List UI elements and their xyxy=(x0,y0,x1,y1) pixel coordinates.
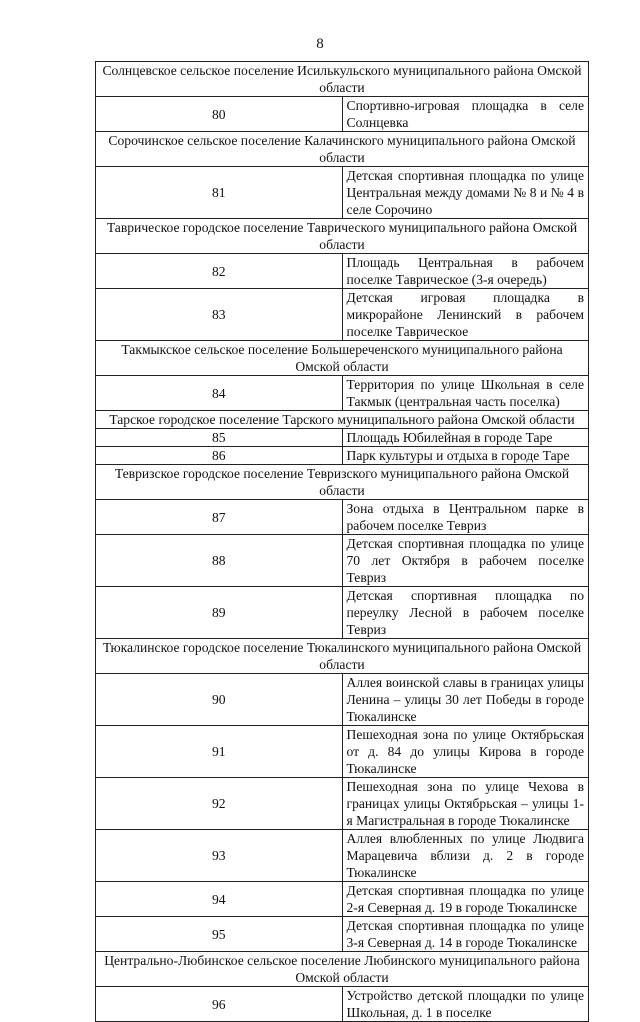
table-row xyxy=(96,97,589,132)
table-row xyxy=(96,254,589,289)
item-description: Пешеходная зона по улице Октябрьская от д. 84 до улицы Кирова в городе Тюкалинске xyxy=(342,726,589,778)
settlements-table xyxy=(95,61,589,1022)
settlement-header: Солнцевское сельское поселение Исилькульского муниципального района Омской области xyxy=(96,62,589,97)
item-description: Детская спортивная площадка по переулку Лесной в рабочем поселке Тевриз xyxy=(342,587,589,639)
item-number: 86 xyxy=(96,447,343,465)
item-number: 93 xyxy=(96,830,343,882)
item-number: 87 xyxy=(96,500,343,535)
item-number: 89 xyxy=(96,587,343,639)
table-row xyxy=(96,726,589,778)
table-row xyxy=(96,376,589,411)
table-row xyxy=(96,587,589,639)
item-description: Детская спортивная площадка по улице 70 лет Октября в рабочем поселке Тевриз xyxy=(342,535,589,587)
settlement-header: Тевризское городское поселение Тевризского муниципального района Омской области xyxy=(96,465,589,500)
item-number: 80 xyxy=(96,97,343,132)
item-description: Территория по улице Школьная в селе Такмык (центральная часть поселка) xyxy=(342,376,589,411)
item-number: 92 xyxy=(96,778,343,830)
item-number: 95 xyxy=(96,917,343,952)
item-description: Детская спортивная площадка по улице 2-я Северная д. 19 в городе Тюкалинске xyxy=(342,882,589,917)
item-description: Площадь Юбилейная в городе Таре xyxy=(342,429,589,447)
table-row xyxy=(96,447,589,465)
table-row xyxy=(96,987,589,1022)
table-row xyxy=(96,167,589,219)
item-number: 82 xyxy=(96,254,343,289)
settlement-header-row xyxy=(96,219,589,254)
settlement-header: Тарское городское поселение Тарского муниципального района Омской области xyxy=(96,411,589,429)
item-description: Детская спортивная площадка по улице 3-я Северная д. 14 в городе Тюкалинске xyxy=(342,917,589,952)
table-row xyxy=(96,882,589,917)
item-description: Аллея влюбленных по улице Людвига Марацевича вблизи д. 2 в городе Тюкалинске xyxy=(342,830,589,882)
item-description: Парк культуры и отдыха в городе Таре xyxy=(342,447,589,465)
item-number: 81 xyxy=(96,167,343,219)
settlement-header: Сорочинское сельское поселение Калачинского муниципального района Омской области xyxy=(96,132,589,167)
item-description: Площадь Центральная в рабочем поселке Таврическое (3-я очередь) xyxy=(342,254,589,289)
item-number: 85 xyxy=(96,429,343,447)
table-row xyxy=(96,674,589,726)
item-number: 90 xyxy=(96,674,343,726)
item-number: 91 xyxy=(96,726,343,778)
table-row xyxy=(96,778,589,830)
table-row xyxy=(96,535,589,587)
table-row xyxy=(96,830,589,882)
settlement-header-row xyxy=(96,952,589,987)
table-body xyxy=(96,62,589,1022)
table-row xyxy=(96,429,589,447)
settlement-header-row xyxy=(96,62,589,97)
item-number: 88 xyxy=(96,535,343,587)
item-description: Устройство детской площадки по улице Школьная, д. 1 в поселке xyxy=(342,987,589,1022)
item-description: Аллея воинской славы в границах улицы Ленина – улицы 30 лет Победы в городе Тюкалинске xyxy=(342,674,589,726)
settlement-header: Такмыкское сельское поселение Большереченского муниципального района Омской области xyxy=(96,341,589,376)
page-number: 8 xyxy=(316,36,324,52)
item-description: Зона отдыха в Центральном парке в рабочем поселке Тевриз xyxy=(342,500,589,535)
table-row xyxy=(96,500,589,535)
item-number: 96 xyxy=(96,987,343,1022)
item-number: 84 xyxy=(96,376,343,411)
item-description: Детская спортивная площадка по улице Центральная между домами № 8 и № 4 в селе Сорочино xyxy=(342,167,589,219)
settlement-header-row xyxy=(96,411,589,429)
settlement-header-row xyxy=(96,341,589,376)
settlement-header-row xyxy=(96,465,589,500)
table-row xyxy=(96,289,589,341)
item-number: 94 xyxy=(96,882,343,917)
item-description: Спортивно-игровая площадка в селе Солнцевка xyxy=(342,97,589,132)
item-number: 83 xyxy=(96,289,343,341)
settlement-header-row xyxy=(96,639,589,674)
table-row xyxy=(96,917,589,952)
settlement-header: Тюкалинское городское поселение Тюкалинского муниципального района Омской области xyxy=(96,639,589,674)
settlement-header: Центрально-Любинское сельское поселение Любинского муниципального района Омской области xyxy=(96,952,589,987)
settlement-header-row xyxy=(96,132,589,167)
item-description: Детская игровая площадка в микрорайоне Ленинский в рабочем поселке Таврическое xyxy=(342,289,589,341)
item-description: Пешеходная зона по улице Чехова в границах улицы Октябрьская – улицы 1-я Магистральная в городе Тюкалинске xyxy=(342,778,589,830)
settlement-header: Таврическое городское поселение Таврического муниципального района Омской области xyxy=(96,219,589,254)
